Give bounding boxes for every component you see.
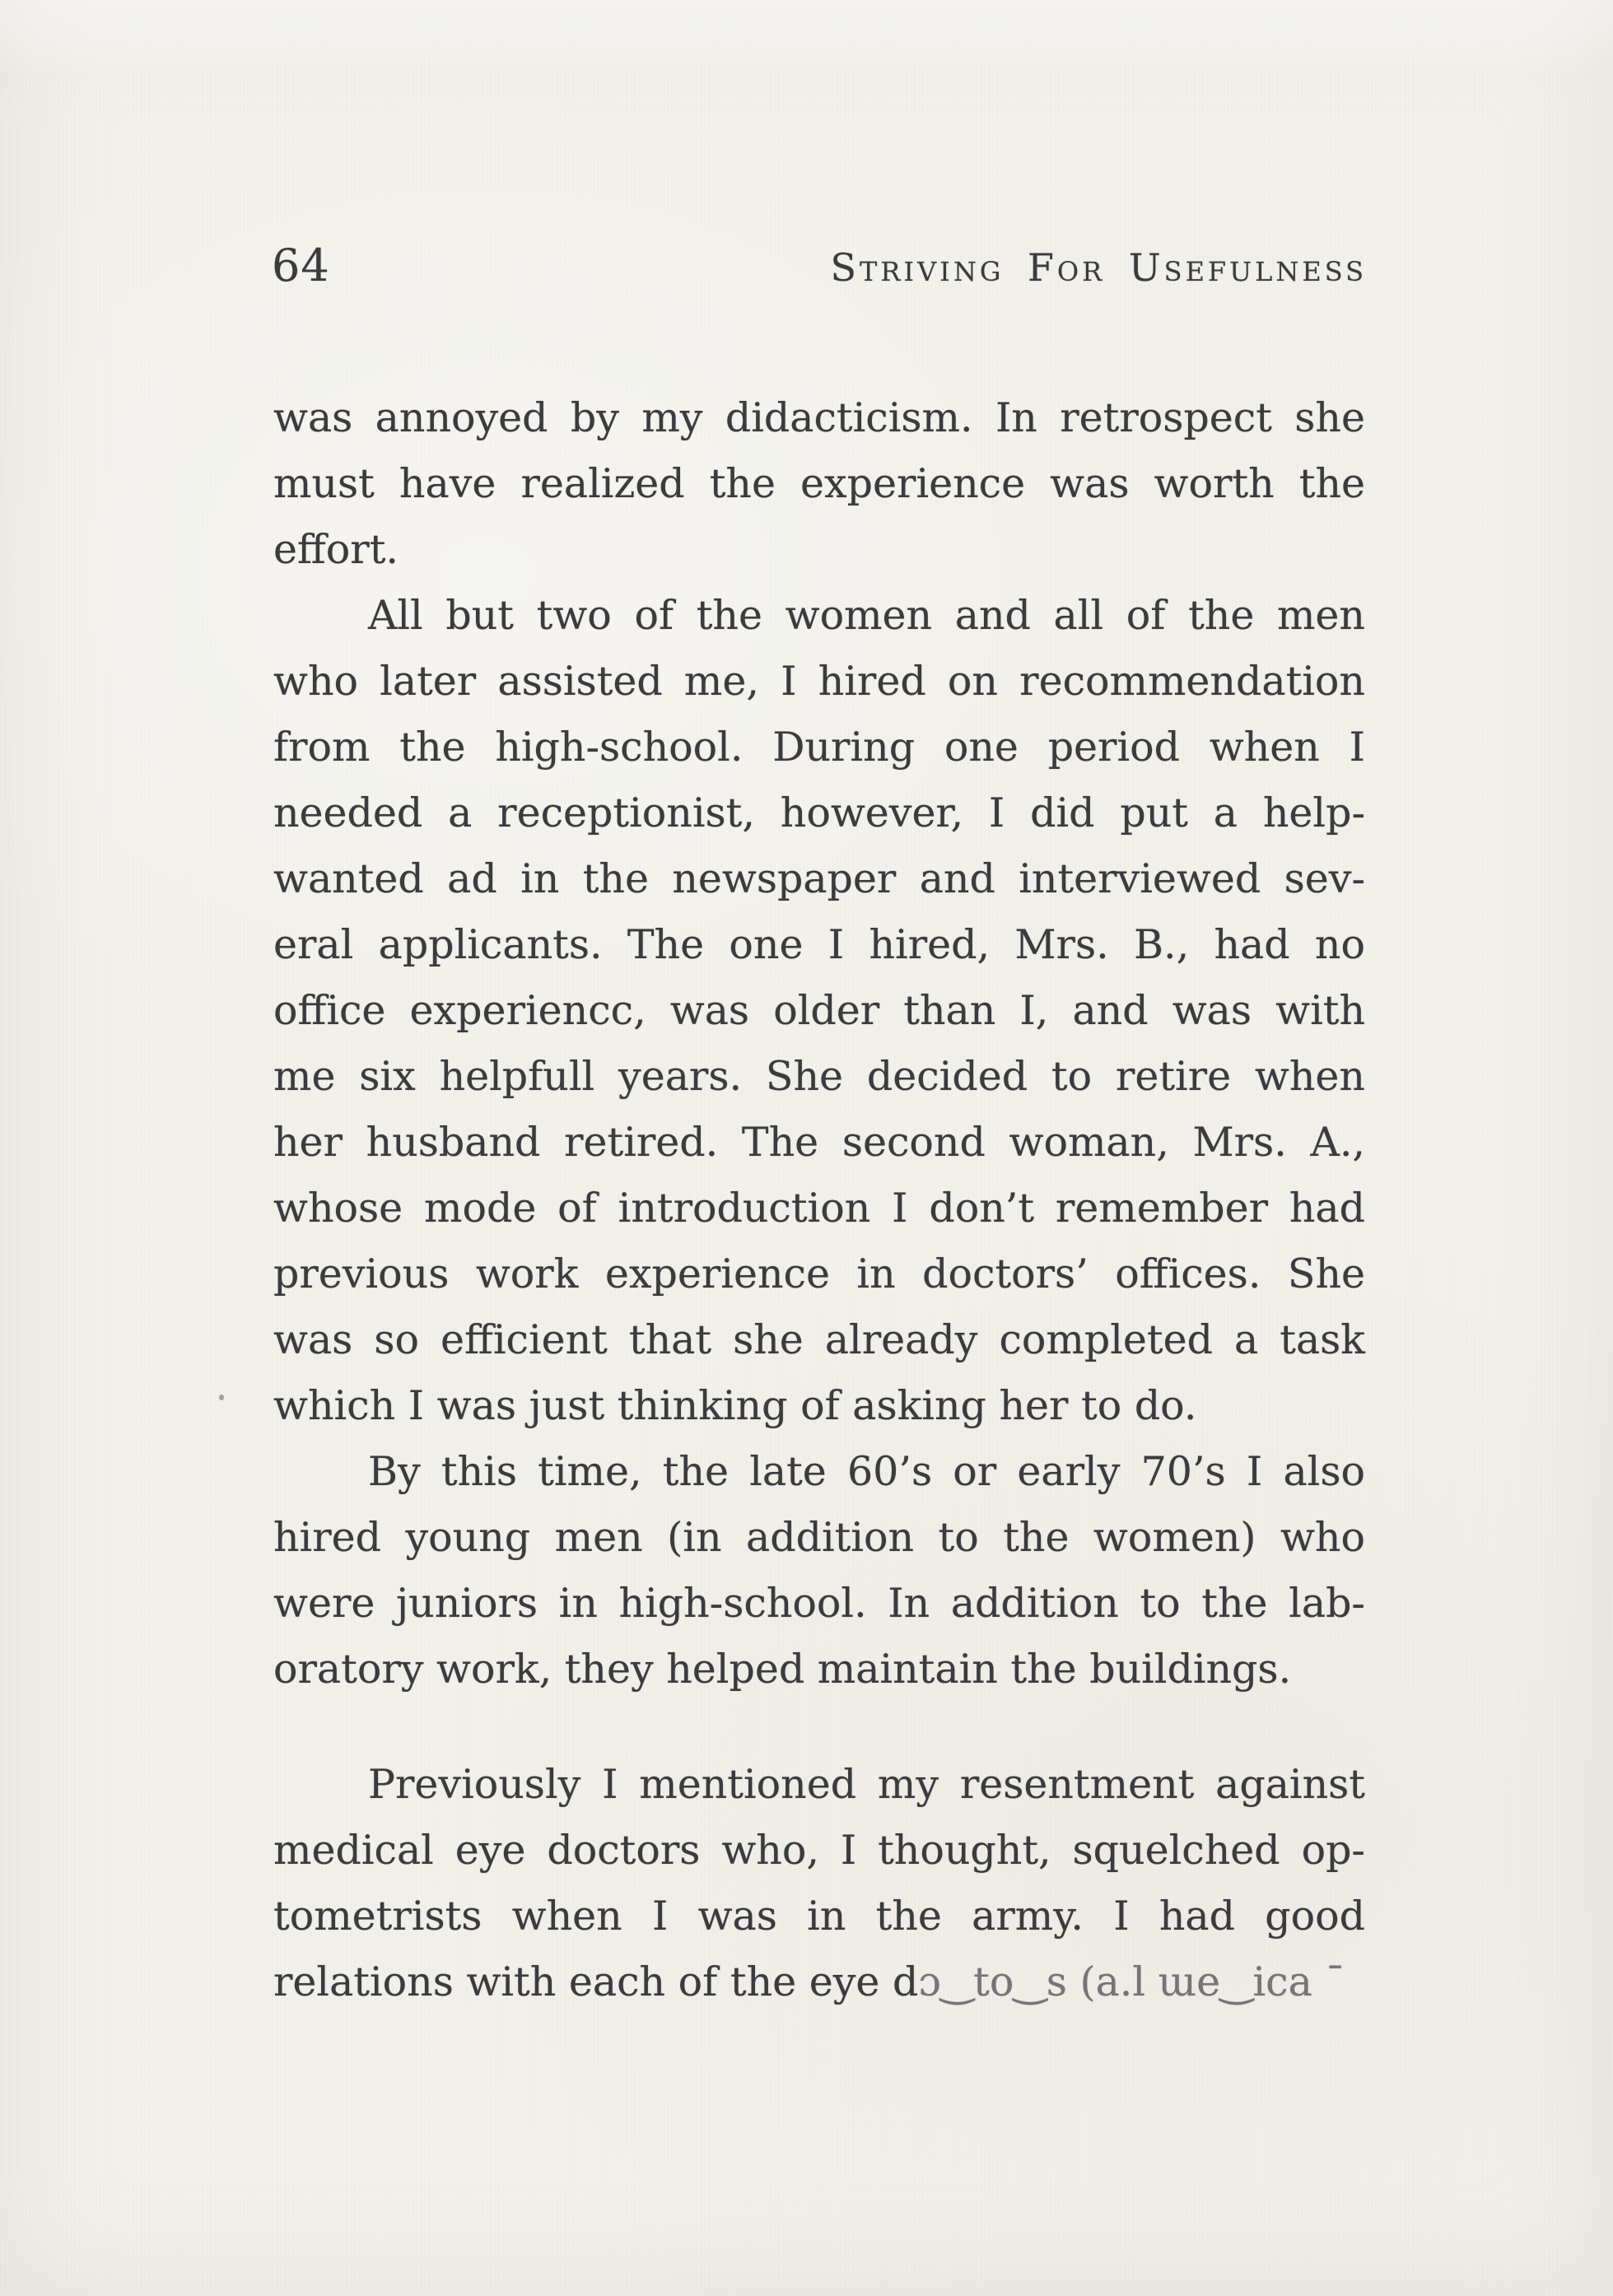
text-line: was so efficient that she already completed a task <box>273 1316 1365 1363</box>
text-segment: relations with each of the eye d <box>273 1958 919 2005</box>
text-line: effort. <box>273 526 399 573</box>
faded-print-segment: ɔ‿to‿s (a.l ɯe‿ica ˉ <box>918 1958 1345 2005</box>
text-line: hired young men (in addition to the women) who <box>273 1514 1365 1561</box>
text-line: By this time, the late 60’s or early 70’s I also <box>368 1448 1365 1495</box>
body-text-block <box>273 385 1365 2015</box>
text-line: Previously I mentioned my resentment against <box>368 1761 1365 1808</box>
text-line-damaged <box>273 1949 1365 2015</box>
text-line: me six helpfull years. She decided to retire when <box>273 1053 1365 1100</box>
text-line: were juniors in high-school. In addition to the lab- <box>273 1580 1365 1627</box>
text-line: from the high-school. During one period when I <box>273 724 1365 771</box>
text-line: All but two of the women and all of the men <box>368 592 1365 639</box>
text-line: oratory work, they helped maintain the buildings. <box>273 1646 1292 1693</box>
text-line: wanted ad in the newspaper and interviewed sev- <box>273 855 1365 902</box>
print-speck <box>219 1395 224 1400</box>
running-header <box>272 240 1367 291</box>
text-line: previous work experience in doctors’ offices. She <box>273 1250 1365 1297</box>
text-line: tometrists when I was in the army. I had good <box>273 1893 1365 1940</box>
text-line: whose mode of introduction I don’t remember had <box>273 1185 1365 1232</box>
text-line: office experiencc, was older than I, and was with <box>273 987 1365 1034</box>
text-line: eral applicants. The one I hired, Mrs. B., had no <box>273 921 1365 968</box>
page-number: 64 <box>272 240 330 291</box>
text-line: who later assisted me, I hired on recommendation <box>273 658 1365 705</box>
text-line: needed a receptionist, however, I did put a help- <box>273 789 1365 836</box>
section-break <box>273 1702 1365 1752</box>
text-line: medical eye doctors who, I thought, squelched op- <box>273 1827 1365 1874</box>
running-head-title: Striving For Usefulness <box>830 245 1367 290</box>
text-line: her husband retired. The second woman, Mrs. A., <box>273 1119 1365 1166</box>
text-line: was annoyed by my didacticism. In retrospect she <box>273 394 1365 441</box>
text-line: which I was just thinking of asking her to do. <box>273 1382 1197 1429</box>
text-line: must have realized the experience was worth the <box>273 460 1365 507</box>
